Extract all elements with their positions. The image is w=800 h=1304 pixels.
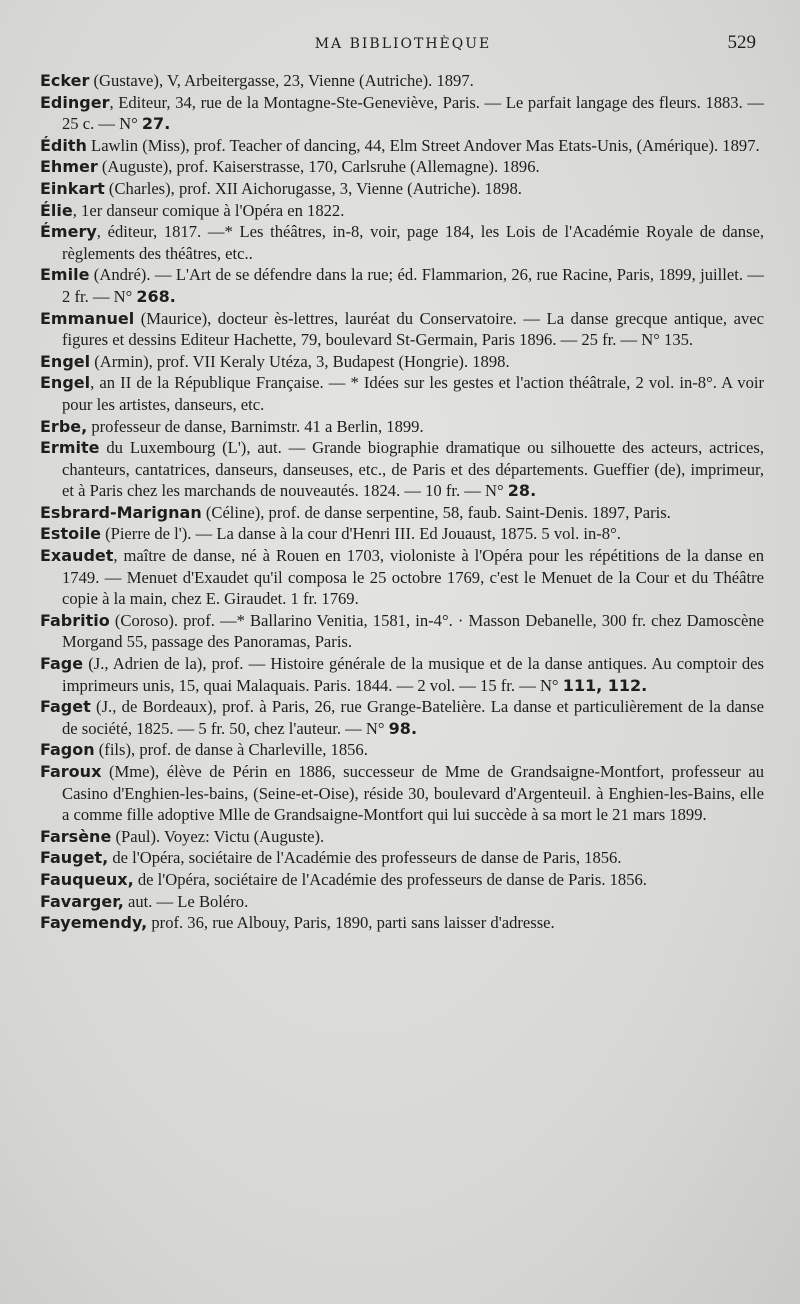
entry-text: de l'Opéra, sociétaire de l'Académie des professeurs de danse de Paris, 1856. <box>108 848 622 868</box>
entry-catalog-number: 98. <box>388 718 418 738</box>
entry-headword: Fabritio <box>40 610 110 630</box>
entry-headword: Emile <box>40 265 90 285</box>
entry-headword: Erbe, <box>40 416 88 436</box>
entry-text: (Céline), prof. de danse serpentine, 58, faub. Saint-Denis. 1897, Paris. <box>201 502 671 522</box>
entry-fabritio <box>40 610 764 653</box>
entry-headword: Fagon <box>40 740 95 760</box>
entry-text: (Paul). Voyez: Victu (Auguste). <box>111 826 325 846</box>
entry-fage <box>40 653 764 696</box>
entry-catalog-number: 111, 112. <box>562 675 648 695</box>
entry-headword: Fayemendy, <box>40 913 148 933</box>
entry-text: (Charles), prof. XII Aichorugasse, 3, Vienne (Autriche). 1898. <box>104 178 522 198</box>
entry-headword: Faget <box>40 697 91 717</box>
entry-text: (Gustave), V, Arbeitergasse, 23, Vienne (Autriche). 1897. <box>89 71 474 90</box>
entry-headword: Emmanuel <box>40 308 135 328</box>
entry-text: (André). — L'Art de se défendre dans la rue; éd. Flammarion, 26, rue Racine, Paris, 1899, juillet. — 2 fr. — N° <box>62 265 764 306</box>
entry-text: (Mme), élève de Périn en 1886, successeur de Mme de Grandsaigne-Montfort, professeur au Casino d'Enghien-les-bains, (Seine-et-Oise), réside 30, boulevard d'Argenteuil. à Enghien-les-Bains, elle a comme fille adoptive Mlle de Grandsaigne-Montfort qui lui succède à sa mort le 21 mars 1899. <box>62 762 764 825</box>
entry-text: (Coroso). prof. —* Ballarino Venitia, 1581, in-4°. · Masson Debanelle, 300 fr. chez Damoscène Morgand 55, passage des Panoramas, Paris. <box>62 610 764 652</box>
entry-fayemendy <box>40 912 764 934</box>
running-head <box>40 30 766 70</box>
entry-text: (Armin), prof. VII Keraly Utéza, 3, Budapest (Hongrie). 1898. <box>90 351 510 371</box>
directory-entries <box>40 70 764 934</box>
entry-text: , an II de la République Française. — * Idées sur les gestes et l'action théâtrale, 2 vol. in-8°. A voir pour les artistes, danseurs, etc. <box>62 373 764 414</box>
entry-headword: Exaudet <box>40 546 114 566</box>
entry-text: (Maurice), docteur ès-lettres, lauréat du Conservatoire. — La danse grecque antique, avec figures et dessins Editeur Hachette, 79, boulevard St-Germain, Paris 1896. — 25 fr. — N° 135. <box>62 308 764 350</box>
entry-text: professeur de danse, Barnimstr. 41 a Berlin, 1899. <box>87 416 424 436</box>
entry-favarger <box>40 891 764 913</box>
entry-exaudet <box>40 545 764 610</box>
entry-headword: Engel <box>40 351 91 371</box>
entry-headword: Engel <box>40 373 91 393</box>
entry-text: (J., de Bordeaux), prof. à Paris, 26, rue Grange-Batelière. La danse et particulièrement de la danse de société, 1825. — 5 fr. 50, chez l'auteur. — N° <box>62 697 764 738</box>
entry-text: de l'Opéra, sociétaire de l'Académie des professeurs de danse de Paris. 1856. <box>133 869 647 889</box>
running-title: MA BIBLIOTHÈQUE <box>314 36 492 52</box>
entry-engel-armin <box>40 351 764 373</box>
entry-headword: Édith <box>40 135 87 155</box>
entry-headword: Fauqueux, <box>40 869 134 889</box>
entry-engel-an-ii <box>40 372 764 415</box>
entry-faget <box>40 696 764 739</box>
entry-headword: Ecker <box>40 71 90 90</box>
entry-headword: Farsène <box>40 826 112 846</box>
entry-erbe <box>40 416 764 438</box>
entry-esbrard-marignan <box>40 502 764 524</box>
entry-ecker <box>40 70 764 92</box>
entry-headword: Estoile <box>40 524 101 544</box>
entry-text: (Auguste), prof. Kaiserstrasse, 170, Carlsruhe (Allemagne). 1896. <box>97 157 540 177</box>
entry-text: (J., Adrien de la), prof. — Histoire générale de la musique et de la danse antiques. Au comptoir des imprimeurs unis, 15, quai Malaquais. Paris. 1844. — 2 vol. — 15 fr. — N° <box>62 654 764 695</box>
entry-headword: Élie <box>40 200 73 220</box>
entry-edinger <box>40 92 764 135</box>
entry-emile <box>40 264 764 307</box>
entry-headword: Favarger, <box>40 891 124 911</box>
entry-fauqueux <box>40 869 764 891</box>
entry-text: (Pierre de l'). — La danse à la cour d'Henri III. Ed Jouaust, 1875. 5 vol. in-8°. <box>100 524 621 544</box>
entry-text: , maître de danse, né à Rouen en 1703, violoniste à l'Opéra pour les répétitions de la danse en 1749. — Menuet d'Exaudet qu'il composa le 25 octobre 1769, c'est le Menuet de la Cour et du Théâtre copie à la main, chez E. Giraudet. 1 fr. 1769. <box>62 546 764 609</box>
entry-text: aut. — Le Boléro. <box>123 891 249 911</box>
entry-headword: Fage <box>40 654 84 674</box>
entry-einkart <box>40 178 764 200</box>
entry-ehmer <box>40 156 764 178</box>
entry-text: , 1er danseur comique à l'Opéra en 1822. <box>72 200 345 220</box>
entry-headword: Esbrard-Marignan <box>40 502 202 522</box>
entry-fauget <box>40 847 764 869</box>
entry-headword: Émery <box>40 222 97 242</box>
entry-emmanuel <box>40 308 764 351</box>
entry-catalog-number: 28. <box>507 481 537 501</box>
entry-faroux <box>40 761 764 826</box>
entry-catalog-number: 268. <box>136 286 176 306</box>
entry-text: (fils), prof. de danse à Charleville, 1856. <box>94 740 368 760</box>
entry-emery <box>40 221 764 264</box>
entry-headword: Einkart <box>40 178 105 198</box>
entry-text: Lawlin (Miss), prof. Teacher of dancing, 44, Elm Street Andover Mas Etats-Unis, (Amérique). 1897. <box>86 135 760 155</box>
entry-elie <box>40 200 764 222</box>
entry-estoile <box>40 523 764 545</box>
entry-fagon <box>40 739 764 761</box>
entry-text: du Luxembourg (L'), aut. — Grande biographie dramatique ou silhouette des acteurs, actrices, chanteurs, cantatrices, danseurs, danseuses, etc., de Paris et des départements. Gueffier (de), imprimeur, et à Paris chez les marchands de nouveautés. 1824. — 10 fr. — N° <box>62 438 764 501</box>
entry-text: , Editeur, 34, rue de la Montagne-Ste-Geneviève, Paris. — Le parfait langage des fleurs. 1883. — 25 c. — N° <box>62 92 764 134</box>
entry-catalog-number: 27. <box>141 114 171 134</box>
entry-edith <box>40 135 764 157</box>
entry-headword: Ermite <box>40 438 100 458</box>
entry-headword: Edinger <box>40 92 110 112</box>
entry-ermite <box>40 437 764 502</box>
entry-farsene <box>40 826 764 848</box>
entry-text: prof. 36, rue Albouy, Paris, 1890, parti sans laisser d'adresse. <box>147 913 555 933</box>
entry-headword: Faroux <box>40 762 102 781</box>
entry-headword: Fauget, <box>40 848 109 868</box>
entry-headword: Ehmer <box>40 157 98 177</box>
page-number: 529 <box>727 32 756 53</box>
entry-text: , éditeur, 1817. —* Les théâtres, in-8, voir, page 184, les Lois de l'Académie Royale de danse, règlements des théâtres, etc.. <box>62 222 764 263</box>
